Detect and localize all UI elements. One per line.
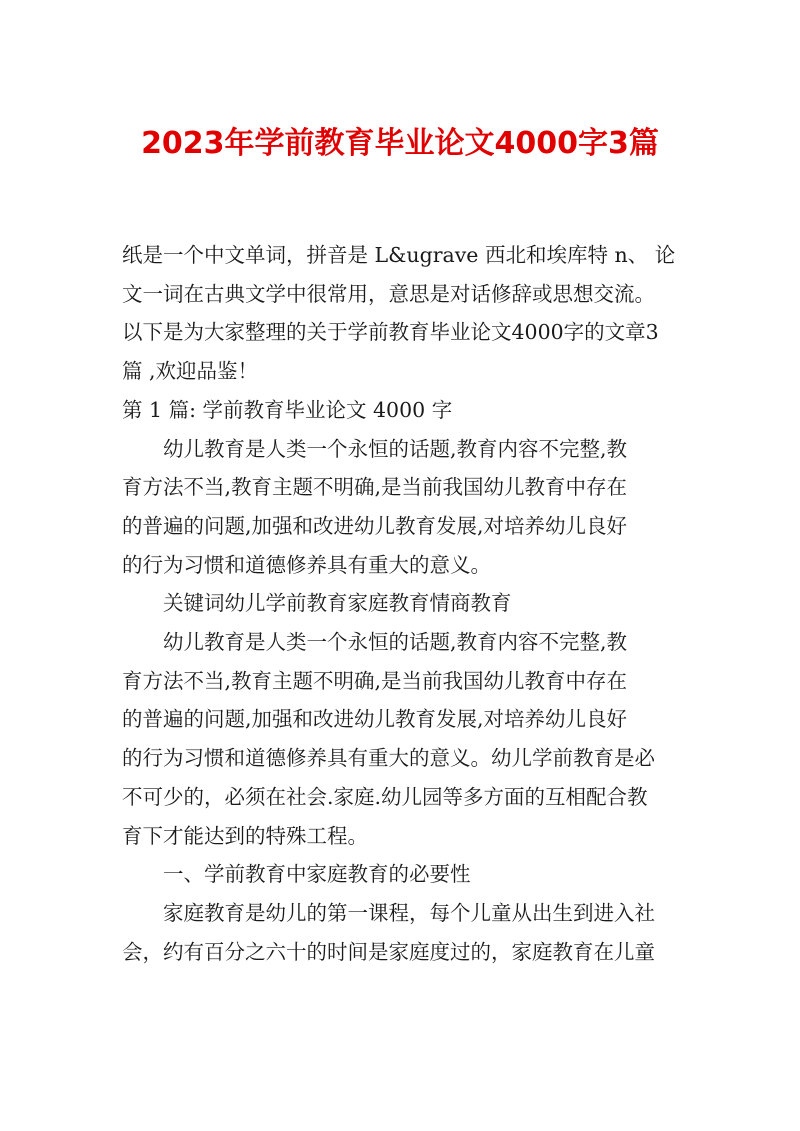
section-heading-text: 第 1 篇: 学前教育毕业论文 4000 字 (122, 397, 453, 422)
paragraph-1-line-1: 幼儿教育是人类一个永恒的话题,教育内容不完整,教 (163, 436, 628, 461)
paragraph-2 (122, 623, 686, 855)
paragraph-2-line-1: 幼儿教育是人类一个永恒的话题,教育内容不完整,教 (163, 630, 628, 655)
section-heading (122, 391, 686, 430)
paragraph-3 (122, 894, 686, 971)
paragraph-2-line-6: 育下才能达到的特殊工程。 (122, 823, 368, 848)
intro-line-3: 以下是为大家整理的关于学前教育毕业论文4000字的文章3 (122, 320, 659, 345)
intro-line-2: 文一词在古典文学中很常用，意思是对话修辞或思想交流。 (122, 281, 655, 306)
paragraph-3-line-2: 会，约有百分之六十的时间是家庭度过的，家庭教育在儿童 (122, 939, 655, 964)
paragraph-2-line-3: 的普遍的问题,加强和改进幼儿教育发展,对培养幼儿良好 (122, 707, 628, 732)
paragraph-1-line-3: 的普遍的问题,加强和改进幼儿教育发展,对培养幼儿良好 (122, 513, 628, 538)
subheading-paragraph (122, 855, 686, 894)
paragraph-2-line-5: 不可少的，必须在社会.家庭.幼儿园等多方面的互相配合教 (122, 784, 648, 809)
paragraph-2-line-4: 的行为习惯和道德修养具有重大的意义。幼儿学前教育是必 (122, 746, 655, 771)
intro-line-1: 纸是一个中文单词，拼音是 L&ugrave 西北和埃库特 n、 论 (122, 243, 676, 267)
paragraph-3-line-1: 家庭教育是幼儿的第一课程，每个儿童从出生到进入社 (163, 900, 655, 925)
subheading-text: 一、学前教育中家庭教育的必要性 (163, 862, 471, 887)
paragraph-2-line-2: 育方法不当,教育主题不明确,是当前我国幼儿教育中存在 (122, 668, 628, 693)
document-body (122, 236, 686, 971)
paragraph-1-line-4: 的行为习惯和道德修养具有重大的意义。 (122, 552, 491, 577)
paragraph-1-line-2: 育方法不当,教育主题不明确,是当前我国幼儿教育中存在 (122, 475, 628, 500)
intro-line-4: 篇 ,欢迎品鉴！ (122, 359, 259, 384)
keywords-paragraph (122, 584, 686, 623)
intro-paragraph (122, 236, 686, 391)
keywords-line: 关键词幼儿学前教育家庭教育情商教育 (163, 591, 512, 616)
document-title: 2023年学前教育毕业论文4000字3篇 (141, 126, 659, 161)
paragraph-1 (122, 430, 686, 585)
